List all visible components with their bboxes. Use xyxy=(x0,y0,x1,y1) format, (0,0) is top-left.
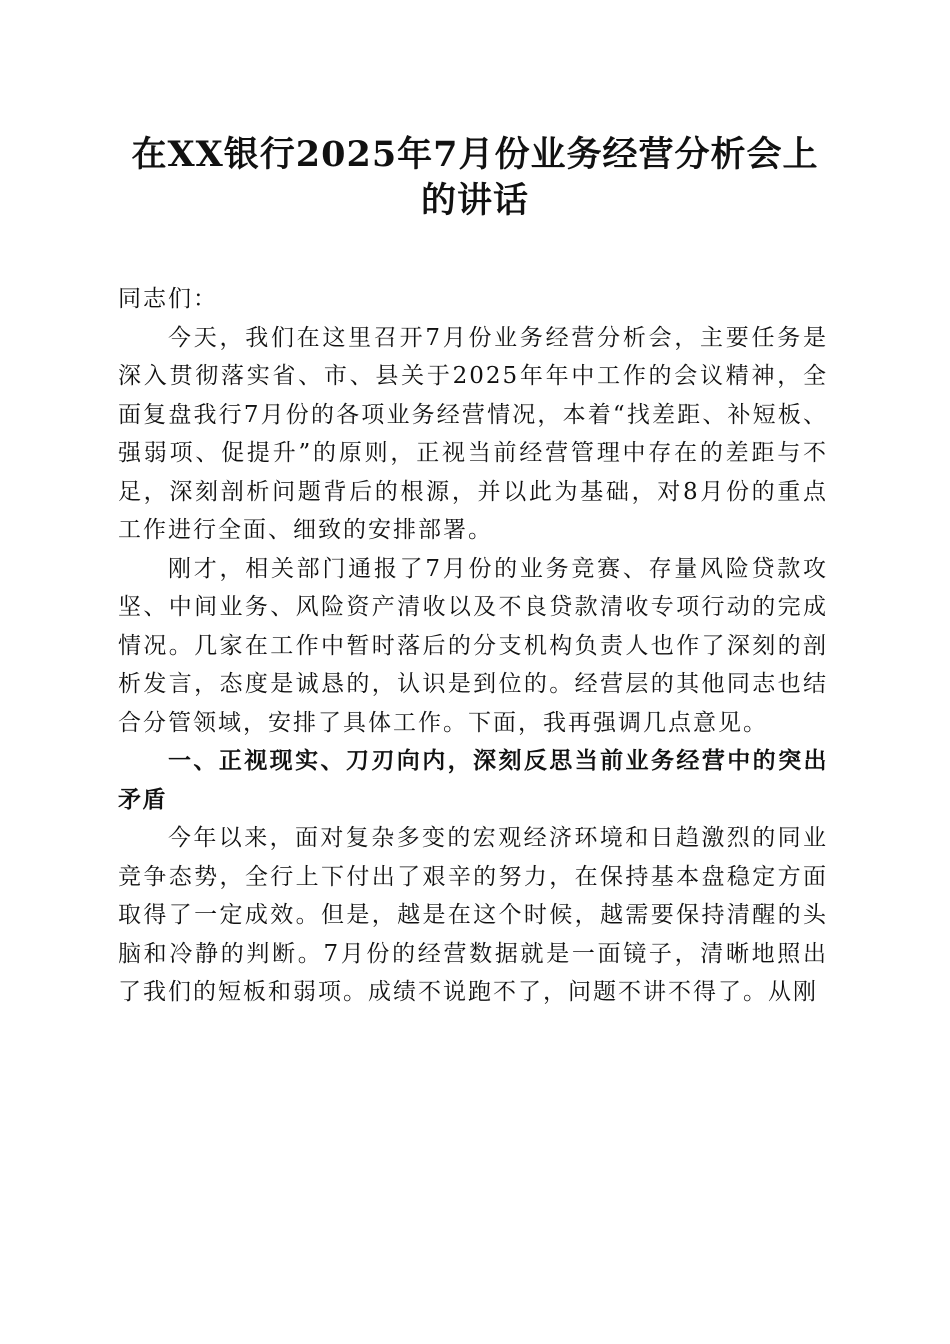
paragraph-intro: 今天，我们在这里召开7月份业务经营分析会，主要任务是深入贯彻落实省、市、县关于2025年年中工作的会议精神，全面复盘我行7月份的各项业务经营情况，本着“找差距、补短板、强弱项、促提升”的原则，正视当前经营管理中存在的差距与不足，深刻剖析问题背后的根源，并以此为基础，对8月份的重点工作进行全面、细致的安排部署。 xyxy=(118,324,828,543)
document-body xyxy=(118,280,828,1012)
document-title xyxy=(120,132,830,224)
paragraph-report: 刚才，相关部门通报了7月份的业务竞赛、存量风险贷款攻坚、中间业务、风险资产清收以及不良贷款清收专项行动的完成情况。几家在工作中暂时落后的分支机构负责人也作了深刻的剖析发言，态度是诚恳的，认识是到位的。经营层的其他同志也结合分管领域，安排了具体工作。下面，我再强调几点意见。 xyxy=(118,555,828,736)
title-line-1: 在XX银行2025年7月份业务经营分析会上 xyxy=(131,134,819,175)
salutation: 同志们： xyxy=(118,286,218,312)
title-line-2: 的讲话 xyxy=(420,180,529,221)
section-heading: 一、正视现实、刀刃向内，深刻反思当前业务经营中的突出矛盾 xyxy=(118,748,828,813)
section-paragraph: 今年以来，面对复杂多变的宏观经济环境和日趋激烈的同业竞争态势，全行上下付出了艰辛的努力，在保持基本盘稳定方面取得了一定成效。但是，越是在这个时候，越需要保持清醒的头脑和冷静的判断。7月份的经营数据就是一面镜子，清晰地照出了我们的短板和弱项。成绩不说跑不了，问题不讲不得了。从刚 xyxy=(118,825,828,1005)
